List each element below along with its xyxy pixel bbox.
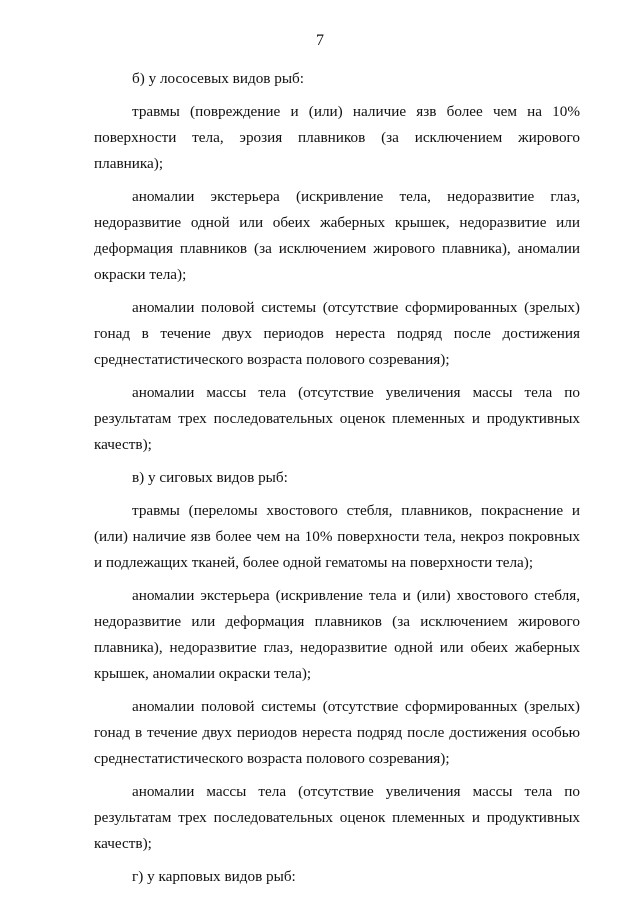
section-heading-whitefish: в) у сиговых видов рыб: [132,469,288,486]
paragraph-whitefish-injuries: травмы (переломы хвостового стебля, плавников, покраснение и (или) наличие язв более чем на 10% поверхности тела, некроз покровных и подлежащих тканей, более одной гематомы на поверхности тела); [94,502,580,571]
page-number: 7 [316,32,324,49]
document-body [94,66,580,897]
paragraph-whitefish-reproductive-anomalies: аномалии половой системы (отсутствие сформированных (зрелых) гонад в течение двух периодов нереста подряд после достижения особью среднестатистического возраста полового созревания); [94,698,580,767]
section-heading-salmon: б) у лососевых видов рыб: [132,70,305,87]
section-heading-carp: г) у карповых видов рыб: [132,868,296,885]
paragraph-whitefish-exterior-anomalies: аномалии экстерьера (искривление тела и (или) хвостового стебля, недоразвитие или деформация плавников (за исключением жирового плавника), недоразвитие глаз, недоразвитие одной или обеих жаберных крышек, аномалии окраски тела); [94,587,580,682]
paragraph-salmon-injuries: травмы (повреждение и (или) наличие язв более чем на 10% поверхности тела, эрозия плавников (за исключением жирового плавника); [94,103,580,172]
paragraph-salmon-exterior-anomalies: аномалии экстерьера (искривление тела, недоразвитие глаз, недоразвитие одной или обеих жаберных крышек, недоразвитие или деформация плавников (за исключением жирового плавника), аномалии окраски тела); [94,188,580,283]
paragraph-salmon-reproductive-anomalies: аномалии половой системы (отсутствие сформированных (зрелых) гонад в течение двух периодов нереста подряд после достижения среднестатистического возраста полового созревания); [94,299,580,368]
paragraph-whitefish-mass-anomalies: аномалии массы тела (отсутствие увеличения массы тела по результатам трех последовательных оценок племенных и продуктивных качеств); [94,783,580,852]
paragraph-salmon-mass-anomalies: аномалии массы тела (отсутствие увеличения массы тела по результатам трех последовательных оценок племенных и продуктивных качеств); [94,384,580,453]
